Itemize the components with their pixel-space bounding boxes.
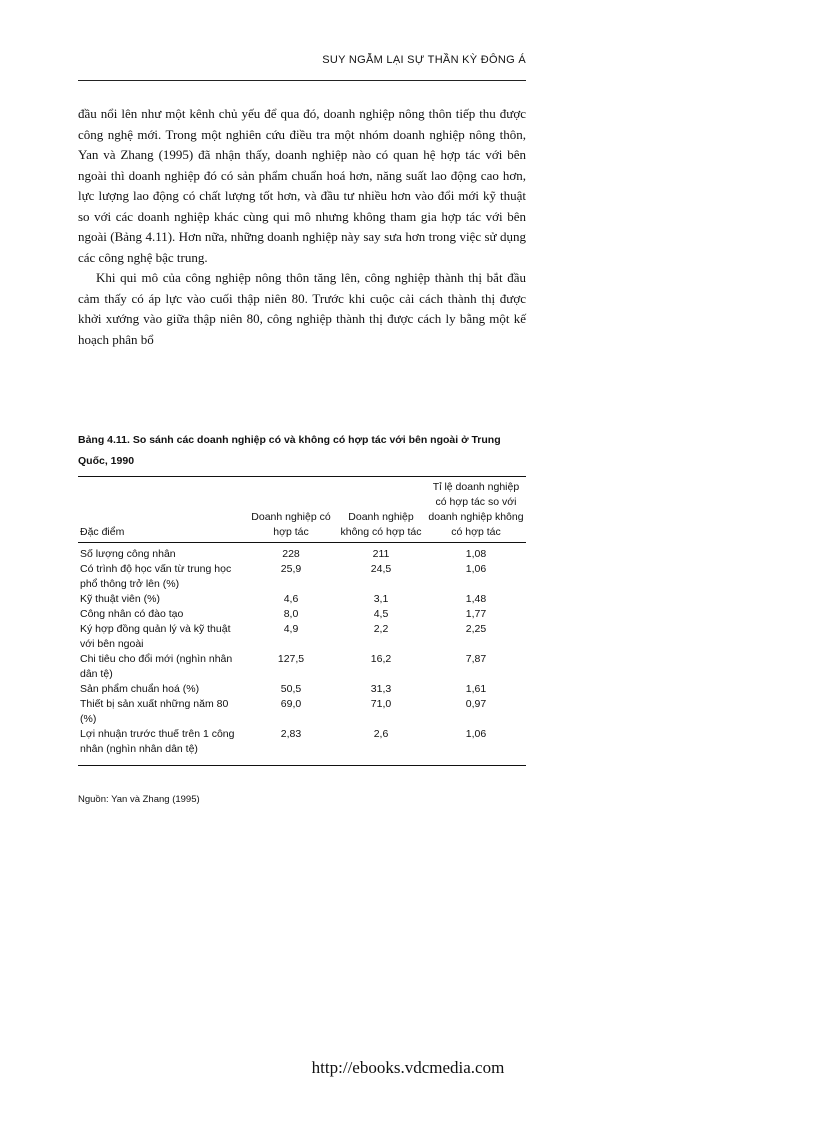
table-row <box>78 543 526 563</box>
ratio-cell: 1,48 <box>465 593 487 605</box>
feature-cell: Sản phẩm chuẩn hoá (%) <box>80 683 200 695</box>
non-cooperating-value-cell: 2,2 <box>373 623 389 635</box>
cooperating-value-cell: 25,9 <box>280 563 302 575</box>
comparison-table <box>78 476 526 766</box>
non-cooperating-value-cell: 3,1 <box>373 593 389 605</box>
table-row <box>78 682 526 697</box>
ratio-cell: 2,25 <box>465 623 487 635</box>
ratio-cell: 7,87 <box>465 653 487 665</box>
table-row <box>78 607 526 622</box>
feature-cell: Có trình độ học vấn từ trung học phổ thông trở lên (%) <box>80 563 232 590</box>
ratio-cell: 1,61 <box>465 683 487 695</box>
ratio-cell: 0,97 <box>465 698 487 710</box>
feature-cell: Kỹ thuật viên (%) <box>80 593 160 605</box>
non-cooperating-value-cell: 211 <box>372 548 390 560</box>
cooperating-value-cell: 127,5 <box>277 653 305 665</box>
table-row <box>78 727 526 766</box>
column-header-ratio: Tỉ lệ doanh nghiệp có hợp tác so với doanh nghiệp không có hợp tác <box>426 477 526 543</box>
body-text <box>78 104 526 350</box>
feature-cell: Lợi nhuận trước thuế trên 1 công nhân (nghìn nhân dân tệ) <box>80 728 235 755</box>
ratio-cell: 1,08 <box>465 548 487 560</box>
feature-cell: Thiết bị sản xuất những năm 80 (%) <box>80 698 229 725</box>
cooperating-value-cell: 69,0 <box>280 698 302 710</box>
column-header-feature: Đặc điểm <box>78 477 246 543</box>
table-row <box>78 592 526 607</box>
non-cooperating-value-cell: 31,3 <box>370 683 392 695</box>
cooperating-value-cell: 8,0 <box>283 608 299 620</box>
non-cooperating-value-cell: 16,2 <box>370 653 392 665</box>
table-row <box>78 562 526 592</box>
cooperating-value-cell: 4,6 <box>283 593 299 605</box>
column-header-non-cooperating: Doanh nghiệp không có hợp tác <box>336 477 426 543</box>
ratio-cell: 1,06 <box>465 728 487 740</box>
feature-cell: Công nhân có đào tạo <box>80 608 184 620</box>
feature-cell: Chi tiêu cho đổi mới (nghìn nhân dân tệ) <box>80 653 233 680</box>
column-header-cooperating: Doanh nghiệp có hợp tác <box>246 477 336 543</box>
footer-url: http://ebooks.vdcmedia.com <box>311 1058 505 1077</box>
feature-cell: Ký hợp đồng quản lý và kỹ thuật với bên ngoài <box>80 623 231 650</box>
table-row <box>78 652 526 682</box>
ratio-cell: 1,77 <box>465 608 487 620</box>
feature-cell: Số lượng công nhân <box>80 548 176 560</box>
table-row <box>78 622 526 652</box>
non-cooperating-value-cell: 4,5 <box>373 608 389 620</box>
non-cooperating-value-cell: 2,6 <box>373 728 389 740</box>
cooperating-value-cell: 50,5 <box>280 683 302 695</box>
table-source: Nguồn: Yan và Zhang (1995) <box>78 794 200 805</box>
header-divider <box>78 80 526 81</box>
cooperating-value-cell: 228 <box>282 548 300 560</box>
non-cooperating-value-cell: 71,0 <box>370 698 392 710</box>
paragraph: đầu nổi lên như một kênh chủ yếu để qua đó, doanh nghiệp nông thôn tiếp thu được công nghệ mới. Trong một nghiên cứu điều tra một nhóm doanh nghiệp nông thôn, Yan và Zhang (1995) đã nhận thấy, doanh nghiệp nào có quan hệ hợp tác với bên ngoài thì doanh nghiệp đó có sản phẩm chuẩn hoá hơn, năng suất lao động cao hơn, lực lượng lao động có chất lượng tốt hơn, và đầu tư nhiều hơn vào đổi mới kỹ thuật so với các doanh nghiệp khác cùng qui mô nhưng không tham gia hợp tác với bên ngoài (Bảng 4.11). Hơn nữa, những doanh nghiệp này say sưa hơn trong việc sử dụng các công nghệ bậc trung. <box>78 106 526 265</box>
table-row <box>78 697 526 727</box>
non-cooperating-value-cell: 24,5 <box>370 563 392 575</box>
table-caption: Bảng 4.11. So sánh các doanh nghiệp có và không có hợp tác với bên ngoài ở Trung Quốc, 1990 <box>78 434 501 467</box>
paragraph: Khi qui mô của công nghiệp nông thôn tăng lên, công nghiệp thành thị bắt đầu cảm thấy có áp lực vào cuối thập niên 80. Trước khi cuộc cải cách thành thị được khởi xướng vào giữa thập niên 80, công nghiệp thành thị được cách ly bằng một kế hoạch phân bổ <box>78 270 526 347</box>
table-body <box>78 543 526 766</box>
ratio-cell: 1,06 <box>465 563 487 575</box>
running-header: SUY NGẪM LẠI SỰ THẦN KỲ ĐÔNG Á <box>322 54 526 66</box>
cooperating-value-cell: 4,9 <box>283 623 299 635</box>
cooperating-value-cell: 2,83 <box>280 728 302 740</box>
table-header-row <box>78 477 526 543</box>
